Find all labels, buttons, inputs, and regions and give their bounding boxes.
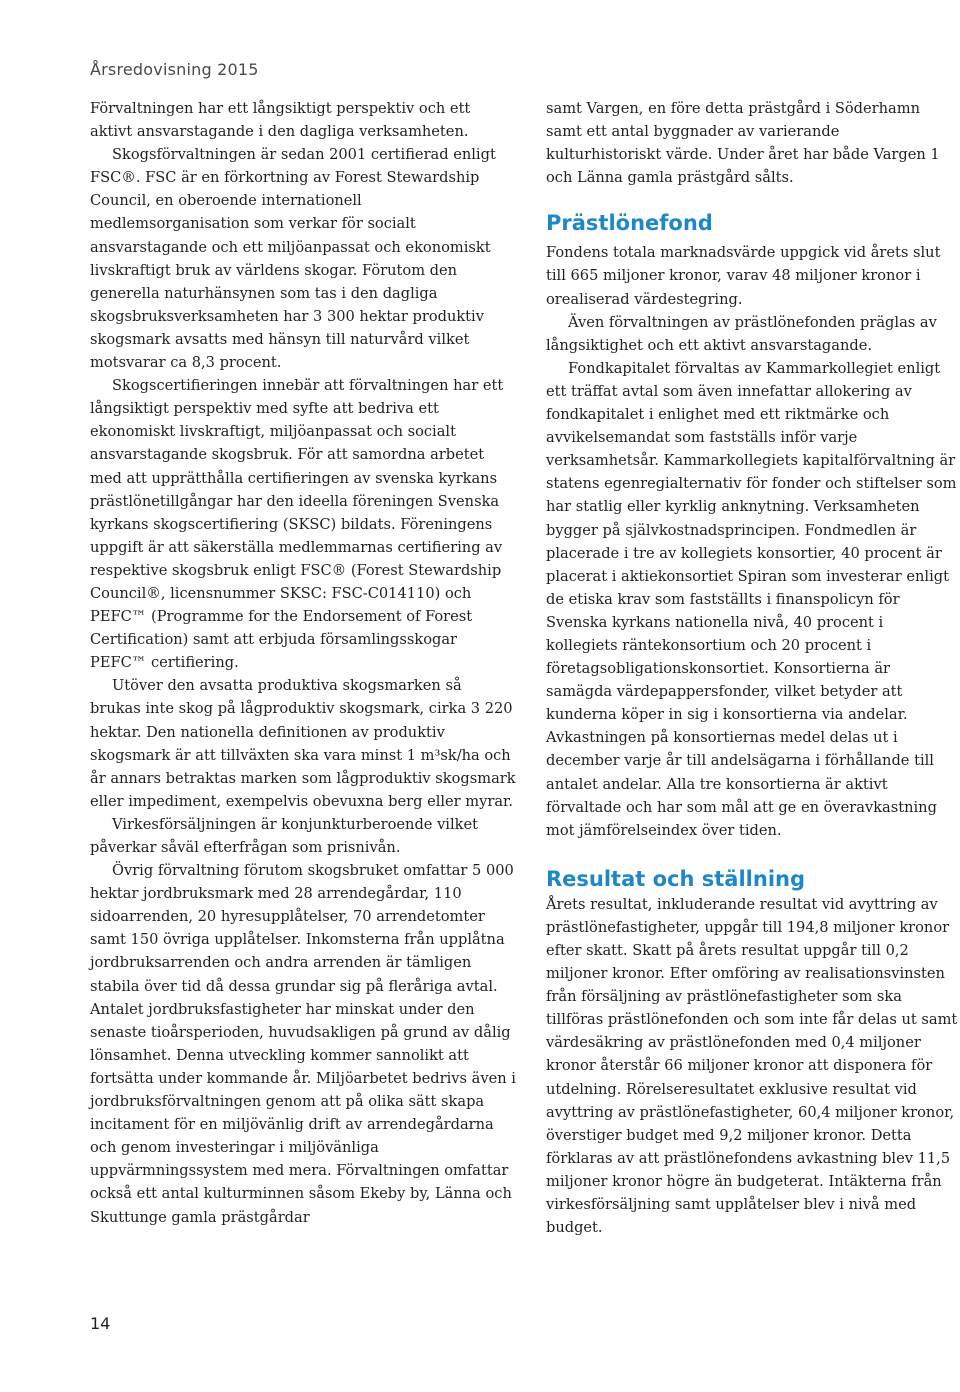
left-column <box>90 97 516 1229</box>
paragraph-other-management: Övrig förvaltning förutom skogsbruket omfattar 5 000 hektar jordbruksmark med 28 arrendegårdar, 110 sidoarrenden, 20 hyresupplåtelser, 70 arrendetomter samt 150 övriga upplåtelser. Inkomsterna från upplåtna jordbruksarrenden och andra arrenden är tämligen stabila över tid då dessa grundar sig på fleråriga avtal. Antalet jordbruksfastigheter har minskat under den senaste tioårsperioden, huvudsakligen på grund av dålig lönsamhet. Denna utveckling kommer sannolikt att fortsätta under kommande år. Miljöarbetet bedrivs även i jordbruksförvaltningen genom att på olika sätt skapa incitament för en miljövänlig drift av arrendegårdarna och genom investeringar i miljövänliga uppvärmningssystem med mera. Förvaltningen omfattar också ett antal kulturminnen såsom Ekeby by, Länna och Skuttunge gamla prästgårdar <box>90 862 516 1226</box>
paragraph-low-productive-land: Utöver den avsatta produktiva skogsmarken så brukas inte skog på lågproduktiv skogsmark, cirka 3 220 hektar. Den nationella definitionen av produktiv skogsmark är att tillväxten ska vara minst 1 m³sk/ha och år annars betraktas marken som lågproduktiv skogsmark eller impediment, exempelvis obevuxna berg eller myrar. <box>90 677 516 810</box>
page-number: 14 <box>90 1314 111 1333</box>
paragraph-intro: Förvaltningen har ett långsiktigt perspektiv och ett aktivt ansvarstagande i den dagliga verksamheten. <box>90 100 471 141</box>
paragraph-continuation: samt Vargen, en före detta prästgård i Söderhamn samt ett antal byggnader av varierande kulturhistoriskt värde. Under året har både Vargen 1 och Länna gamla prästgård sålts. <box>546 100 940 187</box>
section-heading-resultat: Resultat och ställning <box>546 866 805 891</box>
paragraph-fsc: Skogsförvaltningen är sedan 2001 certifierad enligt FSC®. FSC är en förkortning av Forest Stewardship Council, en oberoende internationell medlemsorganisation som verkar för socialt ansvarstagande och ett miljöanpassat och ekonomiskt livskraftigt bruk av världens skogar. Förutom den generella naturhänsynen som tas i den dagliga skogsbruksverksamheten har 3 300 hektar produktiv skogsmark avsatts med hänsyn till naturvård vilket motsvarar ca 8,3 procent. <box>90 146 496 372</box>
paragraph-result: Årets resultat, inkluderande resultat vid avyttring av prästlönefastigheter, uppgår till 194,8 miljoner kronor efter skatt. Skatt på årets resultat uppgår till 0,2 miljoner kronor. Efter omföring av realisationsvinsten från försäljning av prästlönefastigheter som ska tillföras prästlönefonden och som inte får delas ut samt värdesäkring av prästlönefonden med 0,4 miljoner kronor återstår 66 miljoner kronor att disponera för utdelning. Rörelseresultatet exklusive resultat vid avyttring av prästlönefastigheter, 60,4 miljoner kronor, överstiger budget med 9,2 miljoner kronor. Detta förklaras av att prästlönefondens avkastning blev 11,5 miljoner kronor högre än budgeterat. Intäkterna från virkesförsäljning samt upplåtelser blev i nivå med budget. <box>546 895 958 1237</box>
paragraph-timber-sales: Virkesförsäljningen är konjunkturberoende vilket påverkar såväl efterfrågan som prisnivån. <box>90 815 478 856</box>
paragraph-fund-longterm: Även förvaltningen av prästlönefonden präglas av långsiktighet och ett aktivt ansvarstagande. <box>546 313 937 354</box>
running-header: Årsredovisning 2015 <box>90 60 259 79</box>
paragraph-fund-capital: Fondkapitalet förvaltas av Kammarkollegiet enligt ett träffat avtal som även innefattar allokering av fondkapitalet i enlighet med ett riktmärke och avvikelsemandat som fastställs inför varje verksamhetsår. Kammarkollegiets kapitalförvaltning är statens egenregialternativ för fonder och stiftelser som har statlig eller kyrklig anknytning. Verksamheten bygger på självkostnadsprincipen. Fondmedlen är placerade i tre av kollegiets konsortier, 40 procent är placerat i aktiekonsortiet Spiran som investerar enligt de etiska krav som fastställts i finanspolicyn för Svenska kyrkans nationella nivå, 40 procent i kollegiets räntekonsortium och 20 procent i företagsobligationskonsortiet. Konsortierna är samägda värdepappersfonder, vilket betyder att kunderna köper in sig i konsortierna via andelar. Avkastningen på konsortiernas medel delas ut i december varje år till andelsägarna i förhållande till antalet andelar. Alla tre konsortierna är aktivt förvaltade och har som mål att ge en överavkastning mot jämförelseindex över tiden. <box>546 359 957 839</box>
section-heading-prastlonefond: Prästlönefond <box>546 211 713 236</box>
right-column <box>546 97 958 1239</box>
paragraph-fund-value: Fondens totala marknadsvärde uppgick vid årets slut till 665 miljoner kronor, varav 48 miljoner kronor i orealiserad värdestegring. <box>546 244 941 308</box>
paragraph-certification: Skogscertifieringen innebär att förvaltningen har ett långsiktigt perspektiv med syfte att bedriva ett ekonomiskt livskraftigt, miljöanpassat och socialt ansvarstagande skogsbruk. För att samordna arbetet med att upprätthålla certifieringen av svenska kyrkans prästlönetillgångar har den ideella föreningen Svenska kyrkans skogscertifiering (SKSC) bildats. Föreningens uppgift är att säkerställa medlemmarnas certifiering av respektive skogsbruk enligt FSC® (Forest Stewardship Council®, licensnummer SKSC: FSC-C014110) och PEFC™ (Programme for the Endorsement of Forest Certification) samt att erbjuda församlingsskogar PEFC™ certifiering. <box>90 377 504 672</box>
